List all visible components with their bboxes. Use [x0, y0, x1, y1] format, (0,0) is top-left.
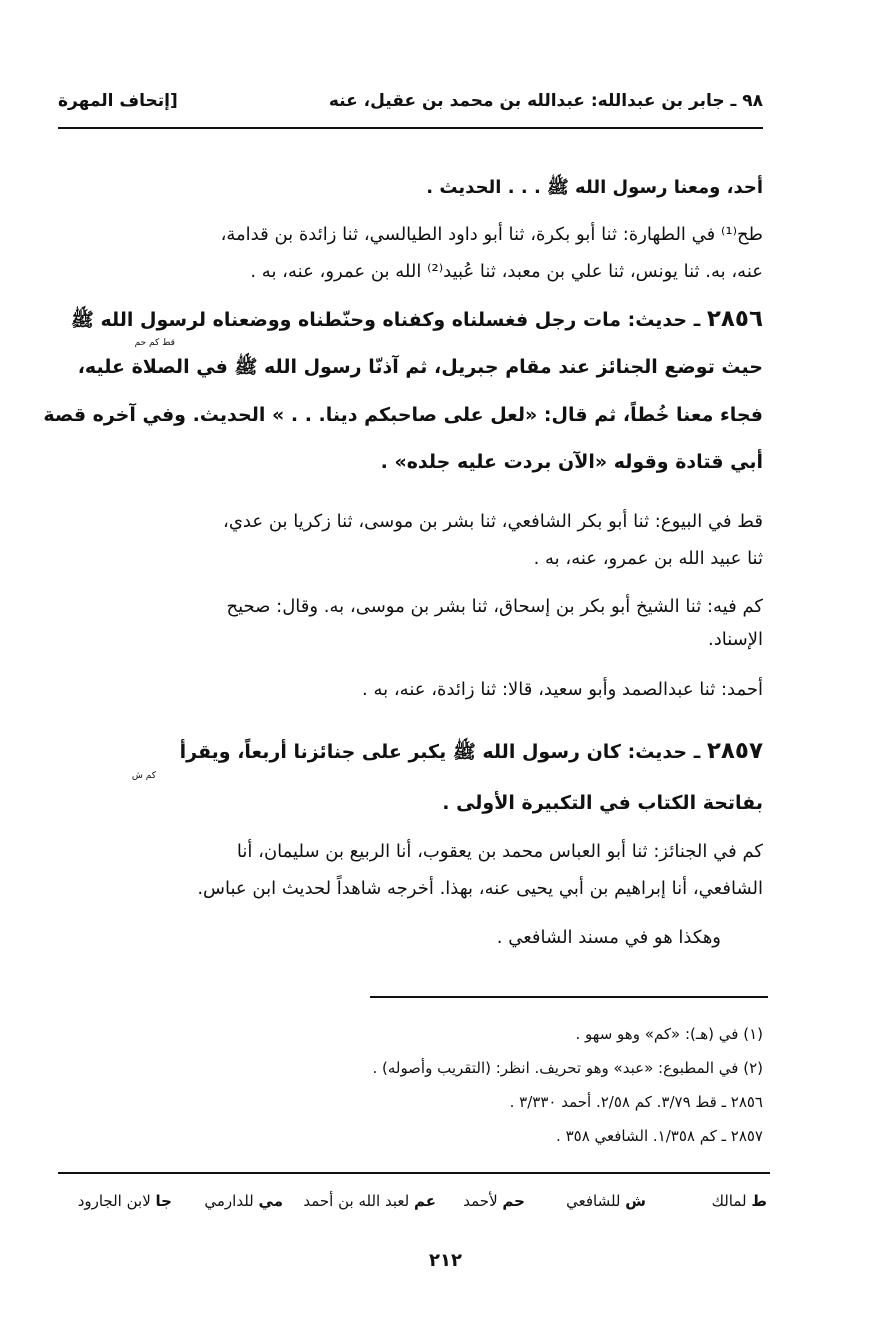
legend-item-abdullah	[303, 1192, 436, 1210]
text-line-tahawi-1: طح⁽¹⁾ في الطهارة: ثنا أبو بكرة، ثنا أبو داود الطيالسي، ثنا زائدة بن قدامة،	[220, 224, 763, 245]
text-line-daraqutni-1: قط في البيوع: ثنا أبو بكر الشافعي، ثنا بشر بن موسى، ثنا زكريا بن عدي،	[223, 511, 763, 532]
legend-item-darimi	[204, 1192, 283, 1210]
text-line-ahmad: أحمد: ثنا عبدالصمد وأبو سعيد، قالا: ثنا زائدة، عنه، به .	[362, 679, 763, 700]
hadith-2856-line-3: فجاء معنا خُطاً، ثم قال: «لعل على صاحبكم دينا. . . » الحديث. وفي آخره قصة	[43, 404, 763, 426]
text-line-musnad-shafii: وهكذا هو في مسند الشافعي .	[496, 927, 721, 948]
legend-name: لعبد الله بن أحمد	[303, 1192, 410, 1210]
footnote-source-2857: ٢٨٥٧ ـ كم ١/٣٥٨. الشافعي ٣٥٨ .	[556, 1127, 763, 1145]
hadith-2856-line-1	[58, 306, 763, 333]
text-line-hakim-1: كم فيه: ثنا الشيخ أبو بكر بن إسحاق، ثنا بشر بن موسى، به. وقال: صحيح	[226, 596, 763, 617]
hadith-2856-text-1: ـ حديث: مات رجل فغسلناه وكفناه وحنّطناه ووضعناه لرسول الله ﷺ	[70, 309, 701, 331]
header-rule	[58, 127, 763, 129]
legend-abbr: جا	[155, 1192, 172, 1210]
legend-name: لابن الجارود	[77, 1192, 151, 1210]
page-number: ٢١٢	[429, 1250, 462, 1271]
footnote-1: (١) في (هـ): «كم» وهو سهو .	[575, 1025, 763, 1043]
legend-item-ibn-jarud	[78, 1192, 172, 1210]
footnote-2: (٢) في المطبوع: «عبد» وهو تحريف. انظر: (التقريب وأصوله) .	[372, 1059, 763, 1077]
legend-name: للشافعي	[566, 1192, 621, 1210]
running-header-book: [إتحاف المهرة	[58, 91, 178, 111]
legend-name: لأحمد	[463, 1192, 498, 1210]
legend-abbr: حم	[502, 1192, 525, 1210]
footnote-source-2856: ٢٨٥٦ ـ قط ٣/٧٩. كم ٢/٥٨. أحمد ٣/٣٣٠ .	[509, 1093, 763, 1111]
legend-item-shafii	[566, 1192, 646, 1210]
legend-name: لمالك	[711, 1192, 747, 1210]
legend-item-malik	[712, 1192, 767, 1210]
hadith-2856-number: ٢٨٥٦	[706, 306, 763, 332]
text-line-tahawi-2: عنه، به. ثنا يونس، ثنا علي بن معبد، ثنا عُبيد⁽²⁾ الله بن عمرو، عنه، به .	[250, 261, 763, 282]
legend-name: للدارمي	[204, 1192, 254, 1210]
legend-abbr: ط	[751, 1192, 767, 1210]
hadith-2857-line-1	[58, 738, 763, 765]
hadith-2857-number: ٢٨٥٧	[706, 738, 763, 764]
hadith-2857-sigla: كم ش	[131, 771, 156, 781]
legend-item-ahmad	[463, 1192, 525, 1210]
running-header-title: ٩٨ ـ جابر بن عبدالله: عبدالله بن محمد بن عقيل، عنه	[328, 91, 763, 111]
text-line-hakim-2: الإسناد.	[707, 629, 763, 650]
hadith-2857-line-2: بفاتحة الكتاب في التكبيرة الأولى .	[442, 792, 763, 814]
hadith-2857-text-1: ـ حديث: كان رسول الله ﷺ يكبر على جنائزنا أربعاً، ويقرأ	[179, 741, 701, 763]
text-line-continuation: أحد، ومعنا رسول الله ﷺ . . . الحديث .	[426, 177, 763, 198]
legend-abbr: عم	[413, 1192, 436, 1210]
hadith-2856-line-4: أبي قتادة وقوله «الآن بردت عليه جلده» .	[380, 451, 763, 473]
legend-abbr: مي	[258, 1192, 283, 1210]
hadith-2856-line-2: حيث توضع الجنائز عند مقام جبريل، ثم آذنّا رسول الله ﷺ في الصلاة عليه،	[77, 356, 763, 378]
footnote-rule	[370, 996, 768, 998]
legend-rule	[58, 1172, 770, 1174]
hadith-2856-sigla: قط كم حم	[134, 338, 175, 348]
legend-abbr: ش	[625, 1192, 646, 1210]
text-line-hakim-janaiz-2: الشافعي، أنا إبراهيم بن أبي يحيى عنه، بهذا. أخرجه شاهداً لحديث ابن عباس.	[197, 878, 763, 899]
text-line-hakim-janaiz-1: كم في الجنائز: ثنا أبو العباس محمد بن يعقوب، أنا الربيع بن سليمان، أنا	[236, 841, 763, 862]
text-line-daraqutni-2: ثنا عبيد الله بن عمرو، عنه، به .	[533, 548, 763, 569]
